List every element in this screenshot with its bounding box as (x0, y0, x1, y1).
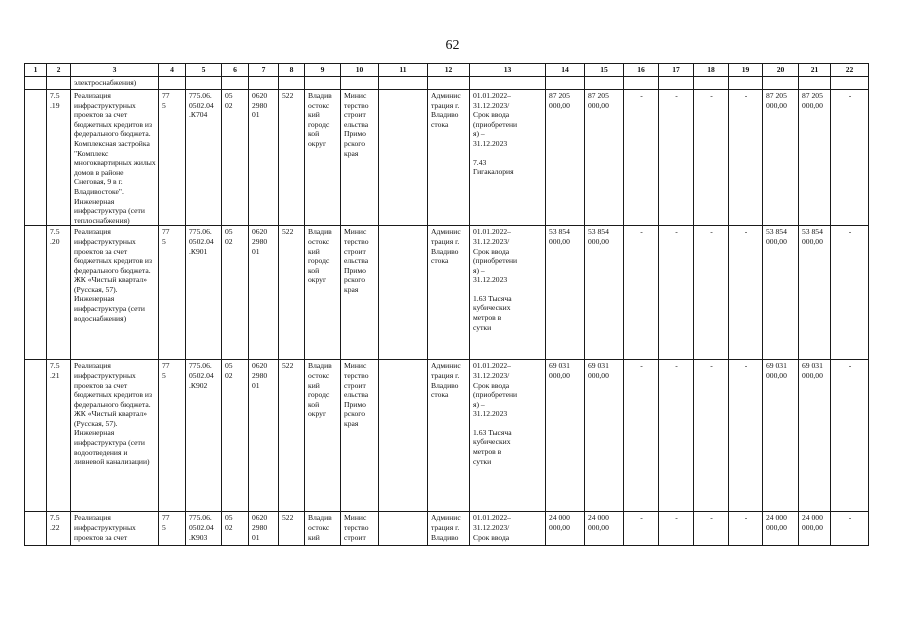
value-cell: - (729, 90, 763, 226)
value-cell: - (659, 512, 694, 546)
column-number: 7 (249, 64, 279, 77)
cell-empty (763, 77, 799, 90)
classification-code: 775.06. 0502.04 .К902 (186, 360, 222, 512)
cell-empty (379, 226, 428, 360)
cell-empty (624, 77, 659, 90)
column-number: 6 (222, 64, 249, 77)
amount-total: 24 000 000,00 (546, 512, 585, 546)
cell-empty (379, 90, 428, 226)
row-number: 7.5 .22 (47, 512, 71, 546)
customer-cell: Админис трация г. Владиво (428, 512, 470, 546)
column-number: 2 (47, 64, 71, 77)
table-row (25, 360, 869, 512)
table-row (25, 90, 869, 226)
cell-empty (25, 77, 47, 90)
cell-empty (729, 77, 763, 90)
column-number: 14 (546, 64, 585, 77)
amount-total-col21: 24 000 000,00 (799, 512, 831, 546)
column-number-row (25, 64, 869, 77)
page-number: 62 (445, 38, 460, 53)
continuation-text: электроснабжения) (71, 77, 159, 90)
column-number: 15 (585, 64, 624, 77)
customer-cell: Админис трация г. Владиво стока (428, 226, 470, 360)
amount-total-col20: 87 205 000,00 (763, 90, 799, 226)
cell-empty (25, 512, 47, 546)
section-code: 05 02 (222, 226, 249, 360)
amount-total-col21: 53 854 000,00 (799, 226, 831, 360)
cell-empty (659, 77, 694, 90)
project-description: Реализация инфраструктурных проектов за счет бюджетных кредитов из федерального бюджета. ЖК «Чистый квартал» (Русская, 57). Инженерная инфраструктура (сети водоснабжения) (71, 226, 159, 360)
value-cell: - (831, 360, 869, 512)
column-number: 12 (428, 64, 470, 77)
classification-code: 775.06. 0502.04 .К704 (186, 90, 222, 226)
capacity-text: 1.63 Тысяча кубических метров в сутки (473, 427, 512, 466)
code-cell: 77 5 (159, 360, 186, 512)
cell-empty (428, 77, 470, 90)
row-number: 7.5 .19 (47, 90, 71, 226)
table-row (25, 512, 869, 546)
cell-empty (694, 77, 729, 90)
value-cell: - (831, 226, 869, 360)
terms-cell (470, 90, 546, 226)
project-description: Реализация инфраструктурных проектов за счет бюджетных кредитов из федерального бюджета. ЖК «Чистый квартал» (Русская, 57). Инженерная инфраструктура (сети водоотведения и ливневой канализации) (71, 360, 159, 512)
column-number: 16 (624, 64, 659, 77)
value-cell: - (729, 360, 763, 512)
value-cell: - (694, 226, 729, 360)
cell-empty (341, 77, 379, 90)
value-cell: - (729, 226, 763, 360)
executor-cell: Минис терство строит ельства Примо рского края (341, 226, 379, 360)
code-cell: 77 5 (159, 512, 186, 546)
terms-dates: 01.01.2022– 31.12.2023/ Срок ввода (приобретени я) – 31.12.2023 (473, 91, 518, 148)
column-number: 4 (159, 64, 186, 77)
column-number: 1 (25, 64, 47, 77)
amount-year: 53 854 000,00 (585, 226, 624, 360)
continuation-row (25, 77, 869, 90)
amount-year: 24 000 000,00 (585, 512, 624, 546)
column-number: 5 (186, 64, 222, 77)
customer-cell: Админис трация г. Владиво стока (428, 360, 470, 512)
expense-type-code: 522 (279, 90, 305, 226)
column-number: 22 (831, 64, 869, 77)
cell-empty (799, 77, 831, 90)
executor-cell: Минис терство строит (341, 512, 379, 546)
column-number: 17 (659, 64, 694, 77)
section-code: 05 02 (222, 90, 249, 226)
amount-total-col20: 69 031 000,00 (763, 360, 799, 512)
expense-type-code: 522 (279, 512, 305, 546)
value-cell: - (659, 226, 694, 360)
column-number: 19 (729, 64, 763, 77)
amount-total-col20: 24 000 000,00 (763, 512, 799, 546)
cell-empty (222, 77, 249, 90)
column-number: 8 (279, 64, 305, 77)
value-cell: - (659, 90, 694, 226)
cell-empty (25, 360, 47, 512)
target-article-code: 0620 2980 01 (249, 360, 279, 512)
amount-total-col20: 53 854 000,00 (763, 226, 799, 360)
classification-code: 775.06. 0502.04 .К903 (186, 512, 222, 546)
target-article-code: 0620 2980 01 (249, 90, 279, 226)
value-cell: - (694, 360, 729, 512)
terms-dates: 01.01.2022– 31.12.2023/ Срок ввода (473, 513, 511, 542)
value-cell: - (729, 512, 763, 546)
terms-dates: 01.01.2022– 31.12.2023/ Срок ввода (приобретени я) – 31.12.2023 (473, 227, 518, 285)
cell-empty (470, 77, 546, 90)
classification-code: 775.06. 0502.04 .К901 (186, 226, 222, 360)
section-code: 05 02 (222, 512, 249, 546)
cell-empty (47, 77, 71, 90)
expense-type-code: 522 (279, 226, 305, 360)
cell-empty (546, 77, 585, 90)
municipality-cell: Владив остокс кий городс кой округ (305, 226, 341, 360)
cell-empty (25, 226, 47, 360)
terms-dates: 01.01.2022– 31.12.2023/ Срок ввода (приобретени я) – 31.12.2023 (473, 361, 518, 419)
value-cell: - (624, 90, 659, 226)
value-cell: - (624, 360, 659, 512)
row-number: 7.5 .21 (47, 360, 71, 512)
terms-cell (470, 512, 546, 546)
cell-empty (379, 360, 428, 512)
value-cell: - (694, 90, 729, 226)
project-description: Реализация инфраструктурных проектов за счет (71, 512, 159, 546)
code-cell: 77 5 (159, 90, 186, 226)
expense-type-code: 522 (279, 360, 305, 512)
column-number: 21 (799, 64, 831, 77)
cell-empty (379, 77, 428, 90)
amount-total: 53 854 000,00 (546, 226, 585, 360)
column-number: 3 (71, 64, 159, 77)
amount-total: 87 205 000,00 (546, 90, 585, 226)
customer-cell: Админис трация г. Владиво стока (428, 90, 470, 226)
terms-cell (470, 360, 546, 512)
cell-empty (379, 512, 428, 546)
amount-total-col21: 69 031 000,00 (799, 360, 831, 512)
value-cell: - (831, 512, 869, 546)
amount-total: 69 031 000,00 (546, 360, 585, 512)
value-cell: - (659, 360, 694, 512)
project-description: Реализация инфраструктурных проектов за счет бюджетных кредитов из федерального бюджета. Комплексная застройка "Комплекс многоквартирных жилых домов в районе Снеговая, 9 в г. Владивостоке". Инженерная инфраструктура (сети теплоснабжения) (71, 90, 159, 226)
executor-cell: Минис терство строит ельства Примо рского края (341, 90, 379, 226)
cell-empty (305, 77, 341, 90)
terms-cell (470, 226, 546, 360)
code-cell: 77 5 (159, 226, 186, 360)
amount-year: 87 205 000,00 (585, 90, 624, 226)
target-article-code: 0620 2980 01 (249, 512, 279, 546)
column-number: 10 (341, 64, 379, 77)
value-cell: - (831, 90, 869, 226)
column-number: 20 (763, 64, 799, 77)
municipality-cell: Владив остокс кий городс кой округ (305, 360, 341, 512)
amount-year: 69 031 000,00 (585, 360, 624, 512)
column-number: 11 (379, 64, 428, 77)
capacity-text: 1.63 Тысяча кубических метров в сутки (473, 293, 512, 332)
target-article-code: 0620 2980 01 (249, 226, 279, 360)
table-row (25, 226, 869, 360)
cell-empty (25, 90, 47, 226)
amount-total-col21: 87 205 000,00 (799, 90, 831, 226)
cell-empty (279, 77, 305, 90)
cell-empty (186, 77, 222, 90)
value-cell: - (694, 512, 729, 546)
value-cell: - (624, 512, 659, 546)
executor-cell: Минис терство строит ельства Примо рского края (341, 360, 379, 512)
value-cell: - (624, 226, 659, 360)
section-code: 05 02 (222, 360, 249, 512)
capacity-text: 7.43 Гигакалория (473, 157, 514, 177)
cell-empty (585, 77, 624, 90)
column-number: 13 (470, 64, 546, 77)
cell-empty (249, 77, 279, 90)
cell-empty (831, 77, 869, 90)
cell-empty (159, 77, 186, 90)
row-number: 7.5 .20 (47, 226, 71, 360)
budget-table (24, 63, 869, 546)
column-number: 9 (305, 64, 341, 77)
municipality-cell: Владив остокс кий (305, 512, 341, 546)
column-number: 18 (694, 64, 729, 77)
municipality-cell: Владив остокс кий городс кой округ (305, 90, 341, 226)
